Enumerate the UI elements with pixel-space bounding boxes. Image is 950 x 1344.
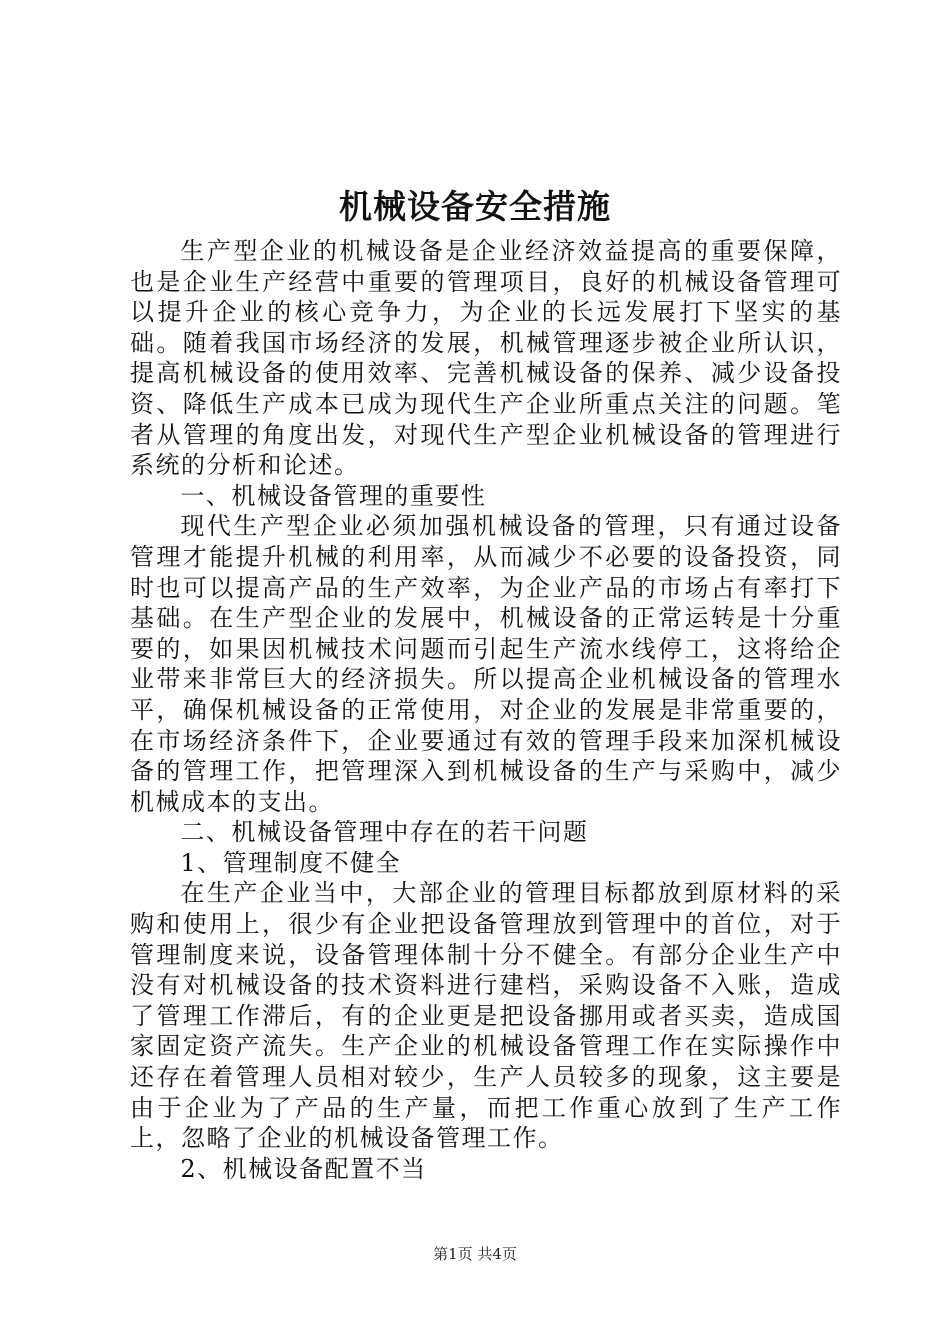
subheading-management-system: 1、管理制度不健全 [180,848,402,877]
section-heading-problems: 二、机械设备管理中存在的若干问题 [180,818,589,847]
management-system-paragraph: 在生产企业当中，大部企业的管理目标都放到原材料的采购和使用上，很少有企业把设备管理放到管理中的首位，对于管理制度来说，设备管理体制十分不健全。有部分企业生产中没有对机械设备的技术资料进行建档，采购设备不入账，造成了管理工作滞后，有的企业更是把设备挪用或者买卖，造成国家固定资产流失。生产企业的机械设备管理工作在实际操作中还存在着管理人员相对较少，生产人员较多的现象，这主要是由于企业为了产品的生产量，而把工作重心放到了生产工作上，忽略了企业的机械设备管理工作。 [130,879,842,1153]
intro-paragraph: 生产型企业的机械设备是企业经济效益提高的重要保障，也是企业生产经营中重要的管理项目，良好的机械设备管理可以提升企业的核心竞争力，为企业的长远发展打下坚实的基础。随着我国市场经济的发展，机械管理逐步被企业所认识，提高机械设备的使用效率、完善机械设备的保养、减少设备投资、降低生产成本已成为现代生产企业所重点关注的问题。笔者从管理的角度出发，对现代生产型企业机械设备的管理进行系统的分析和论述。 [130,237,842,480]
section-heading-importance: 一、机械设备管理的重要性 [180,481,487,510]
page-footer: 第1页 共4页 [433,1245,517,1263]
importance-paragraph: 现代生产型企业必须加强机械设备的管理，只有通过设备管理才能提升机械的利用率，从而减少不必要的设备投资，同时也可以提高产品的生产效率，为企业产品的市场占有率打下基础。在生产型企业的发展中，机械设备的正常运转是十分重要的，如果因机械技术问题而引起生产流水线停工，这将给企业带来非常巨大的经济损失。所以提高企业机械设备的管理水平，确保机械设备的正常使用，对企业的发展是非常重要的，在市场经济条件下，企业要通过有效的管理手段来加深机械设备的管理工作，把管理深入到机械设备的生产与采购中，减少机械成本的支出。 [130,512,842,816]
document-title: 机械设备安全措施 [339,187,611,226]
document-body [130,236,842,1184]
subheading-equipment-configuration: 2、机械设备配置不当 [180,1154,427,1183]
